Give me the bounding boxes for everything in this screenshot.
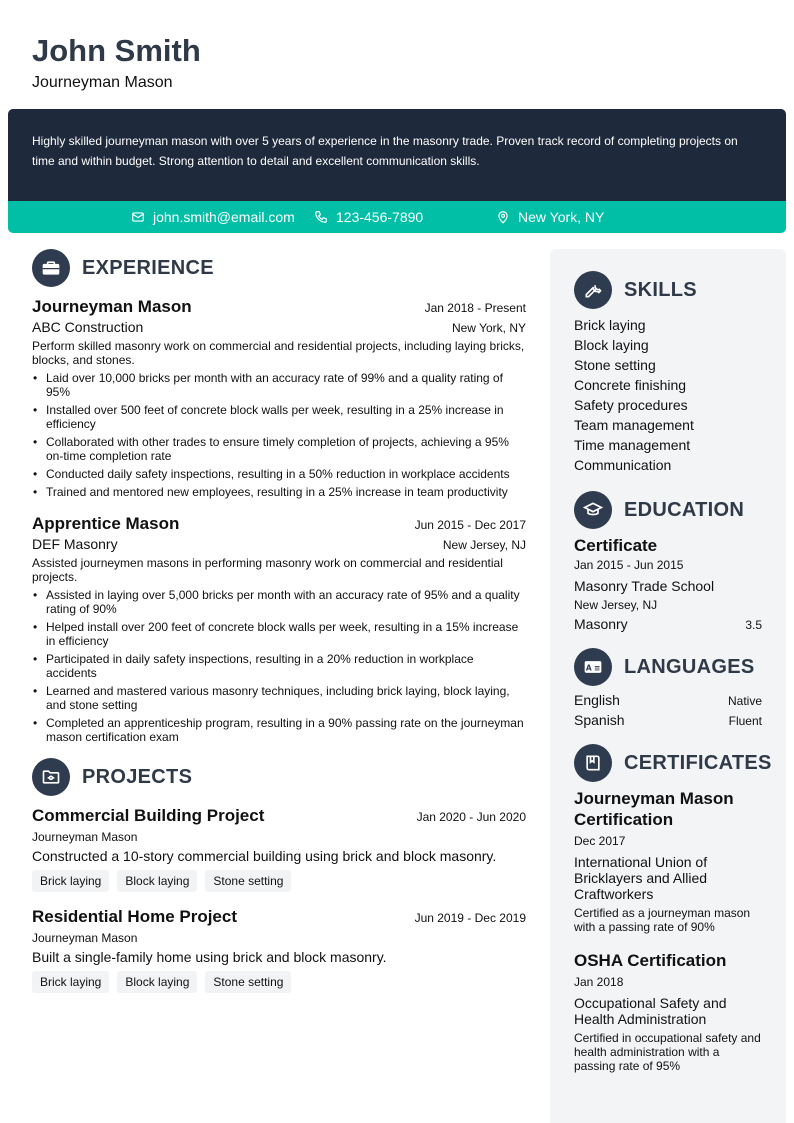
map-pin-icon bbox=[496, 210, 510, 224]
project-entry bbox=[32, 806, 526, 892]
certificate-name: OSHA Certification bbox=[574, 951, 727, 970]
skill-item: Time management bbox=[574, 437, 691, 453]
project-description: Built a single-family home using brick and block masonry. bbox=[32, 949, 387, 965]
education-school: Masonry Trade School bbox=[574, 578, 715, 594]
certificate-date: Dec 2017 bbox=[574, 834, 626, 848]
job-location: New York, NY bbox=[451, 321, 526, 335]
job-company: ABC Construction bbox=[32, 319, 144, 335]
skills-icon-badge bbox=[574, 271, 612, 309]
job-achievements bbox=[32, 588, 526, 744]
education-heading: EDUCATION bbox=[624, 498, 745, 521]
skill-tag: Stone setting bbox=[205, 971, 291, 993]
folder-icon bbox=[41, 767, 61, 787]
skill-tag: Brick laying bbox=[32, 971, 109, 993]
languages-heading: LANGUAGES bbox=[624, 655, 755, 678]
graduation-cap-icon bbox=[583, 500, 603, 520]
mail-icon bbox=[131, 210, 145, 224]
contact-location bbox=[496, 201, 604, 233]
briefcase-icon bbox=[41, 258, 61, 278]
job-description: Perform skilled masonry work on commercial and residential projects, including laying bricks, blocks, and stones. bbox=[32, 339, 525, 367]
main-column bbox=[32, 249, 526, 993]
job-achievements bbox=[32, 371, 526, 499]
education-dates: Jan 2015 - Jun 2015 bbox=[574, 558, 684, 572]
languages-icon-badge bbox=[574, 648, 612, 686]
skill-item: Safety procedures bbox=[574, 397, 688, 413]
language-name: English bbox=[574, 692, 620, 708]
translate-icon bbox=[583, 657, 603, 677]
skill-tag: Brick laying bbox=[32, 870, 109, 892]
job-entry bbox=[32, 514, 526, 744]
achievement-item: • Conducted daily safety inspections, resulting in a 50% reduction in workplace accidents bbox=[32, 467, 526, 481]
project-tags bbox=[32, 971, 526, 993]
certificate-description: Certified in occupational safety and health administration with a passing rate of 95% bbox=[574, 1031, 761, 1073]
projects-heading: PROJECTS bbox=[82, 765, 193, 788]
resume-header bbox=[32, 32, 201, 92]
wrench-icon bbox=[583, 280, 603, 300]
languages-section-header bbox=[574, 648, 762, 686]
certificate-date: Jan 2018 bbox=[574, 975, 624, 989]
certificates-heading: CERTIFICATES bbox=[624, 751, 772, 774]
language-level: Fluent bbox=[728, 714, 762, 728]
achievement-item: • Participated in daily safety inspections, resulting in a 20% reduction in workplace accidents bbox=[32, 652, 526, 680]
languages-section bbox=[574, 648, 762, 728]
sidebar bbox=[550, 249, 786, 1123]
language-name: Spanish bbox=[574, 712, 625, 728]
achievement-item: • Learned and mastered various masonry techniques, including brick laying, block laying, and stone setting bbox=[32, 684, 526, 712]
education-degree: Certificate bbox=[574, 536, 658, 555]
experience-section-header bbox=[32, 249, 526, 287]
projects-icon-badge bbox=[32, 758, 70, 796]
phone-text: 123-456-7890 bbox=[336, 209, 424, 225]
achievement-item: • Collaborated with other trades to ensure timely completion of projects, achieving a 95% on-time completion rate bbox=[32, 435, 526, 463]
achievement-item: • Installed over 500 feet of concrete block walls per week, resulting in a 25% increase in efficiency bbox=[32, 403, 526, 431]
contact-email[interactable] bbox=[131, 201, 295, 233]
certificate-description: Certified as a journeyman mason with a passing rate of 90% bbox=[574, 906, 751, 934]
project-role: Journeyman Mason bbox=[32, 931, 138, 945]
skill-item: Brick laying bbox=[574, 317, 646, 333]
skill-item: Communication bbox=[574, 457, 672, 473]
certificate-issuer: Occupational Safety and Health Administration bbox=[574, 995, 727, 1027]
skill-tag: Block laying bbox=[117, 870, 197, 892]
skill-item: Stone setting bbox=[574, 357, 656, 373]
achievement-item: • Trained and mentored new employees, resulting in a 25% increase in team productivity bbox=[32, 485, 526, 499]
achievement-item: • Laid over 10,000 bricks per month with an accuracy rate of 99% and a quality rating of 95% bbox=[32, 371, 526, 399]
job-location: New Jersey, NJ bbox=[442, 538, 526, 552]
certificates-icon-badge bbox=[574, 744, 612, 782]
contact-phone[interactable] bbox=[314, 201, 423, 233]
achievement-item: • Assisted in laying over 5,000 bricks per month with an accuracy rate of 95% and a quality rating of 90% bbox=[32, 588, 526, 616]
svg-text:A: A bbox=[585, 663, 592, 673]
skills-heading: SKILLS bbox=[624, 278, 697, 301]
achievement-item: • Completed an apprenticeship program, resulting in a 90% passing rate on the journeyman mason certification exam bbox=[32, 716, 526, 744]
summary-banner bbox=[8, 109, 786, 201]
certificate-name: Journeyman Mason Certification bbox=[574, 789, 734, 829]
job-title: Journeyman Mason bbox=[32, 297, 192, 316]
project-title: Commercial Building Project bbox=[32, 806, 265, 825]
education-gpa: 3.5 bbox=[745, 618, 762, 632]
certificate-book-icon bbox=[583, 753, 603, 773]
email-text: john.smith@email.com bbox=[153, 209, 295, 225]
project-dates: Jun 2019 - Dec 2019 bbox=[414, 911, 526, 925]
job-title: Apprentice Mason bbox=[32, 514, 180, 533]
projects-section-header bbox=[32, 758, 526, 796]
svg-text:≡: ≡ bbox=[594, 663, 601, 673]
experience-icon-badge bbox=[32, 249, 70, 287]
education-location: New Jersey, NJ bbox=[574, 598, 658, 612]
candidate-title: Journeyman Mason bbox=[32, 74, 173, 91]
location-text: New York, NY bbox=[518, 209, 605, 225]
job-entry bbox=[32, 297, 526, 499]
project-role: Journeyman Mason bbox=[32, 830, 138, 844]
candidate-name: John Smith bbox=[32, 33, 201, 68]
project-title: Residential Home Project bbox=[32, 907, 238, 926]
job-description: Assisted journeymen masons in performing masonry work on commercial and residential projects. bbox=[32, 556, 503, 584]
experience-heading: EXPERIENCE bbox=[82, 256, 214, 279]
education-section-header bbox=[574, 491, 762, 529]
project-tags bbox=[32, 870, 526, 892]
education-field: Masonry bbox=[574, 616, 628, 632]
job-dates: Jan 2018 - Present bbox=[424, 301, 526, 315]
phone-icon bbox=[314, 210, 328, 224]
skill-item: Block laying bbox=[574, 337, 649, 353]
skill-tag: Block laying bbox=[117, 971, 197, 993]
skill-item: Team management bbox=[574, 417, 694, 433]
skill-item: Concrete finishing bbox=[574, 377, 687, 393]
education-icon-badge bbox=[574, 491, 612, 529]
certificates-section bbox=[574, 744, 772, 1073]
certificate-issuer: International Union of Bricklayers and Allied Craftworkers bbox=[574, 854, 708, 902]
skills-section-header bbox=[574, 271, 762, 309]
skills-section bbox=[574, 271, 762, 475]
skill-tag: Stone setting bbox=[205, 870, 291, 892]
language-level: Native bbox=[727, 694, 762, 708]
project-entry bbox=[32, 907, 526, 993]
education-section bbox=[574, 491, 762, 632]
achievement-item: • Helped install over 200 feet of concrete block walls per week, resulting in a 15% increase in efficiency bbox=[32, 620, 526, 648]
job-dates: Jun 2015 - Dec 2017 bbox=[414, 518, 526, 532]
job-company: DEF Masonry bbox=[32, 536, 118, 552]
project-dates: Jan 2020 - Jun 2020 bbox=[416, 810, 526, 824]
project-description: Constructed a 10-story commercial building using brick and block masonry. bbox=[32, 848, 497, 864]
certificates-section-header bbox=[574, 744, 772, 782]
summary-text: Highly skilled journeyman mason with over 5 years of experience in the masonry trade. Proven track record of completing projects on time and within budget. Strong attention to detail and excellent communication skills. bbox=[32, 134, 738, 168]
projects-section bbox=[32, 758, 526, 993]
contact-bar bbox=[8, 201, 786, 233]
